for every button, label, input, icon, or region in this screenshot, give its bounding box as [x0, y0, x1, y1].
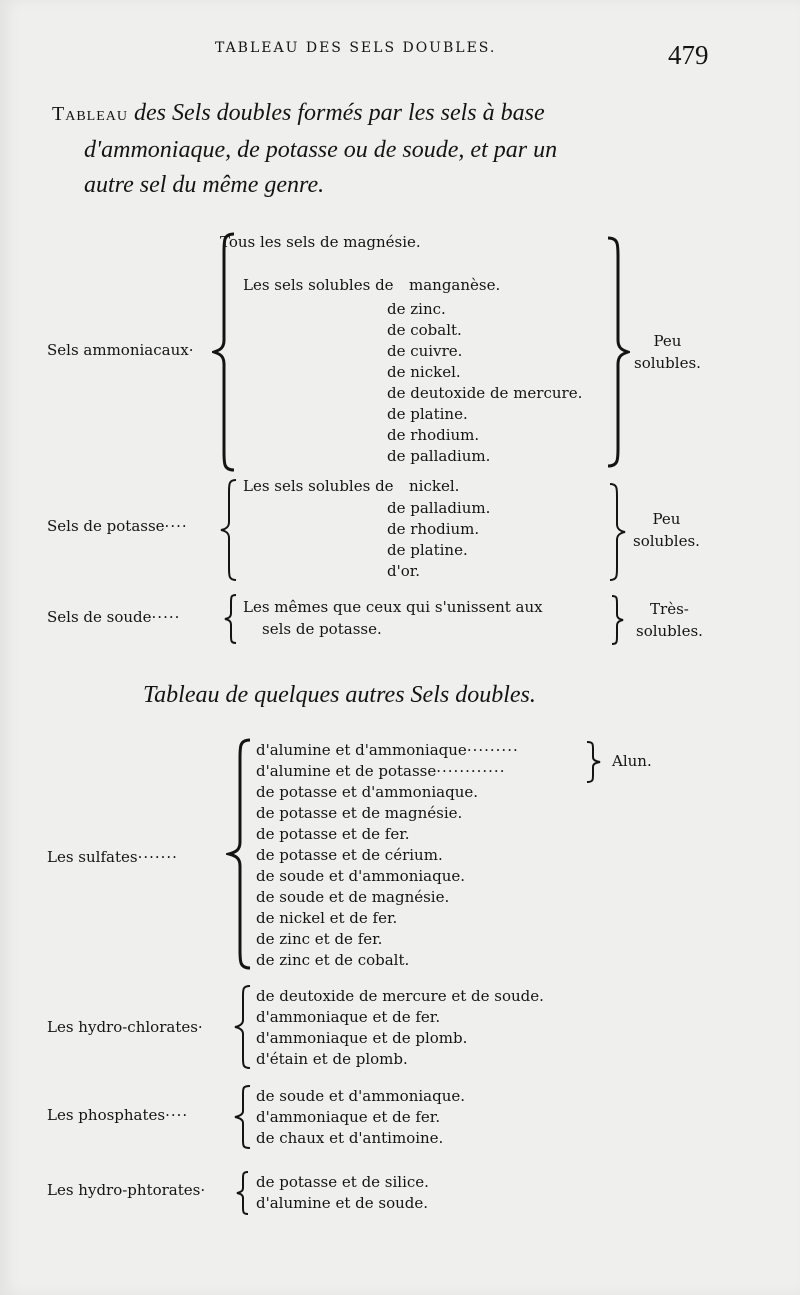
potasse-item-nickel: nickel. — [409, 477, 460, 495]
tous-les-sels-magnesie: Tous les sels de magnésie. — [220, 233, 421, 251]
sulfate-potasse-magnesie: de potasse et de magnésie. — [256, 804, 463, 822]
label-les-hydro-phtorates: Les hydro-phtorates· — [47, 1181, 207, 1199]
sulfate-potasse-ammoniaque: de potasse et d'ammoniaque. — [256, 783, 479, 801]
sulfate-zinc-fer: de zinc et de fer. — [256, 930, 383, 948]
ammon-item-nickel: de nickel. — [387, 363, 461, 381]
right-brace-potasse — [606, 482, 628, 582]
ammon-item-palladium: de palladium. — [387, 447, 491, 465]
soude-line-1: Les mêmes que ceux qui s'unissent aux — [243, 598, 543, 616]
sulfate-soude-ammoniaque: de soude et d'ammoniaque. — [256, 867, 466, 885]
potasse-item-palladium: de palladium. — [387, 499, 491, 517]
sulfate-zinc-cobalt: de zinc et de cobalt. — [256, 951, 410, 969]
sulfate-potasse-fer: de potasse et de fer. — [256, 825, 410, 843]
hydrophtorate-potasse-silice: de potasse et de silice. — [256, 1173, 429, 1191]
sulfate-soude-magnesie: de soude et de magnésie. — [256, 888, 450, 906]
running-head: TABLEAU DES SELS DOUBLES. — [215, 40, 497, 56]
label-les-phosphates: Les phosphates···· — [47, 1106, 189, 1124]
right-brace-alun — [584, 740, 604, 784]
note-alun: Alun. — [612, 752, 652, 770]
note-peu-solubles-ammoniacaux: Peu solubles. — [634, 332, 701, 372]
hydrophtorate-alumine-soude: d'alumine et de soude. — [256, 1194, 429, 1212]
potasse-item-or: d'or. — [387, 562, 421, 580]
ammon-item-cuivre: de cuivre. — [387, 342, 463, 360]
title-smallcaps: Tableau — [52, 103, 128, 125]
left-brace-hydro-phtorates — [234, 1170, 252, 1216]
ammon-item-manganese: manganèse. — [409, 276, 501, 294]
title-line-2: d'ammoniaque, de potasse ou de soude, et par un — [84, 137, 558, 163]
lead-sels-solubles-potasse: Les sels solubles de — [243, 477, 394, 495]
left-brace-ammoniacaux — [212, 232, 238, 472]
ammon-item-zinc: de zinc. — [387, 300, 446, 318]
left-brace-soude — [222, 593, 240, 645]
note-peu-solubles-potasse: Peu solubles. — [633, 510, 700, 550]
subtitle: Tableau de quelques autres Sels doubles. — [143, 682, 536, 708]
label-sels-de-soude: Sels de soude····· — [47, 608, 181, 626]
ammon-item-deutoxide-mercure: de deutoxide de mercure. — [387, 384, 583, 402]
potasse-item-platine: de platine. — [387, 541, 468, 559]
label-sels-de-potasse: Sels de potasse···· — [47, 517, 188, 535]
sulfate-potasse-cerium: de potasse et de cérium. — [256, 846, 443, 864]
soude-line-2: sels de potasse. — [262, 620, 382, 638]
ammon-item-cobalt: de cobalt. — [387, 321, 462, 339]
label-les-hydro-chlorates: Les hydro-chlorates· — [47, 1018, 204, 1036]
left-brace-phosphates — [232, 1084, 254, 1150]
phosphate-chaux-antimoine: de chaux et d'antimoine. — [256, 1129, 444, 1147]
title-text-1: des Sels doubles formés par les sels à base — [134, 100, 545, 126]
potasse-item-rhodium: de rhodium. — [387, 520, 480, 538]
note-tres-solubles: Très- solubles. — [636, 600, 703, 640]
left-brace-sulfates — [226, 738, 254, 970]
hydrochlorate-etain-plomb: d'étain et de plomb. — [256, 1050, 408, 1068]
phosphate-soude-ammoniaque: de soude et d'ammoniaque. — [256, 1087, 466, 1105]
label-les-sulfates: Les sulfates······· — [47, 848, 178, 866]
ammon-item-platine: de platine. — [387, 405, 468, 423]
left-brace-potasse — [218, 478, 240, 582]
ammon-item-rhodium: de rhodium. — [387, 426, 480, 444]
title-line-3: autre sel du même genre. — [84, 172, 325, 198]
sulfate-nickel-fer: de nickel et de fer. — [256, 909, 398, 927]
title-line-1 — [52, 100, 545, 127]
hydrochlorate-ammoniaque-fer: d'ammoniaque et de fer. — [256, 1008, 441, 1026]
label-sels-ammoniacaux: Sels ammoniacaux· — [47, 341, 195, 359]
sulfate-alumine-potasse: d'alumine et de potasse············ — [256, 762, 506, 780]
right-brace-soude — [608, 594, 626, 646]
hydrochlorate-mercure-soude: de deutoxide de mercure et de soude. — [256, 987, 544, 1005]
hydrochlorate-ammoniaque-plomb: d'ammoniaque et de plomb. — [256, 1029, 468, 1047]
left-brace-hydro-chlorates — [232, 984, 254, 1070]
page-number: 479 — [668, 40, 709, 70]
right-brace-ammoniacaux — [604, 236, 630, 468]
sulfate-alumine-ammoniaque: d'alumine et d'ammoniaque········· — [256, 741, 519, 759]
phosphate-ammoniaque-fer: d'ammoniaque et de fer. — [256, 1108, 441, 1126]
lead-sels-solubles-ammoniacaux: Les sels solubles de — [243, 276, 394, 294]
